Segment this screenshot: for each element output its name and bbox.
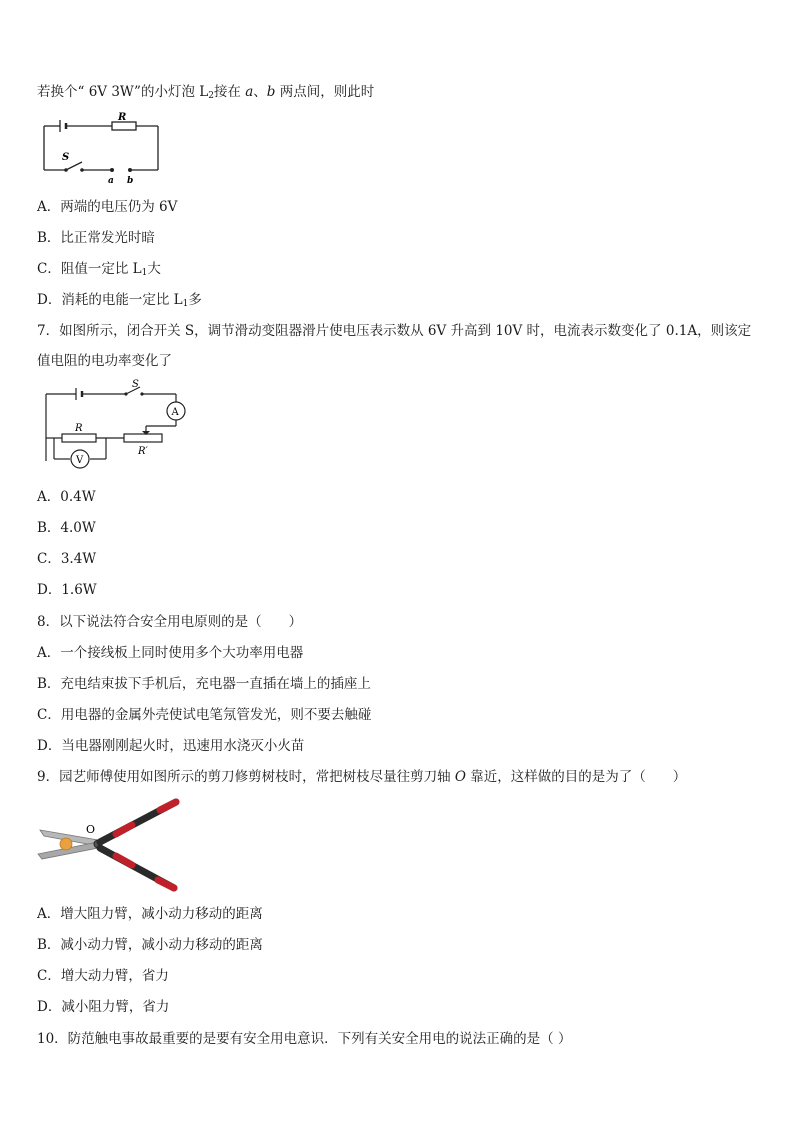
- q7-stem-line2: 值电阻的电功率变化了: [37, 353, 172, 369]
- q7-option-d: D．1.6W: [37, 582, 97, 598]
- label-O: O: [86, 823, 96, 836]
- label-S: S: [62, 152, 70, 163]
- q9-option-b: B．减小动力臂，减小动力移动的距离: [37, 937, 263, 953]
- q10-stem: 10．防范触电事故最重要的是要有安全用电意识．下列有关安全用电的说法正确的是（ ）: [37, 1031, 572, 1047]
- label-S: S: [132, 379, 139, 390]
- q8-option-c: C．用电器的金属外壳使试电笔氖管发光，则不要去触碰: [37, 707, 372, 723]
- q8-option-d: D．当电器刚刚起火时，迅速用水浇灭小火苗: [37, 738, 305, 754]
- ammeter-label: A: [171, 407, 179, 418]
- terminal-a: [110, 168, 114, 172]
- q9-stem: 9．园艺师傅使用如图所示的剪刀修剪树枝时，常把树枝尽量往剪刀轴 O 靠近，这样做的目的是为了（ ）: [37, 769, 687, 785]
- q6-option-a: A．两端的电压仍为 6V: [37, 199, 178, 215]
- q9-option-c: C．增大动力臂，省力: [37, 968, 169, 984]
- label-a: a: [108, 176, 114, 186]
- q6-option-d: D．消耗的电能一定比 $L_1$多: [37, 292, 202, 309]
- label-R: R: [118, 112, 127, 123]
- q9-option-a: A．增大阻力臂，减小动力移动的距离: [37, 906, 263, 922]
- q6-option-b: B．比正常发光时暗: [37, 230, 155, 246]
- q8-option-a: A．一个接线板上同时使用多个大功率用电器: [37, 645, 304, 661]
- q7-option-a: A．0.4W: [37, 489, 96, 505]
- voltmeter-label: V: [76, 455, 84, 466]
- q6-circuit-diagram: [38, 112, 168, 186]
- label-b: b: [127, 176, 134, 186]
- q9-scissors-figure: [36, 796, 186, 896]
- q9-option-d: D．减小阻力臂，省力: [37, 999, 170, 1015]
- q6-stem: 若换个“ 6V 3W”的小灯泡 $L_2$接在 a、b 两点间，则此时: [37, 84, 375, 101]
- q6-option-c: C．阻值一定比 $L_1$大: [37, 261, 161, 278]
- label-R-prime: R′: [138, 446, 148, 457]
- q7-stem-line1: 7．如图所示，闭合开关 S，调节滑动变阻器滑片使电压表示数从 6V 升高到 10V 时，电流表示数变化了 0.1A，则该定: [37, 323, 752, 339]
- q8-stem: 8．以下说法符合安全用电原则的是（ ）: [37, 614, 303, 630]
- q8-option-b: B．充电结束拔下手机后，充电器一直插在墙上的插座上: [37, 676, 371, 692]
- terminal-b: [128, 168, 132, 172]
- q7-option-c: C．3.4W: [37, 551, 97, 567]
- label-R: R: [75, 423, 83, 434]
- branch-icon: [60, 838, 72, 850]
- q7-circuit-diagram: [40, 378, 200, 470]
- q7-option-b: B．4.0W: [37, 520, 96, 536]
